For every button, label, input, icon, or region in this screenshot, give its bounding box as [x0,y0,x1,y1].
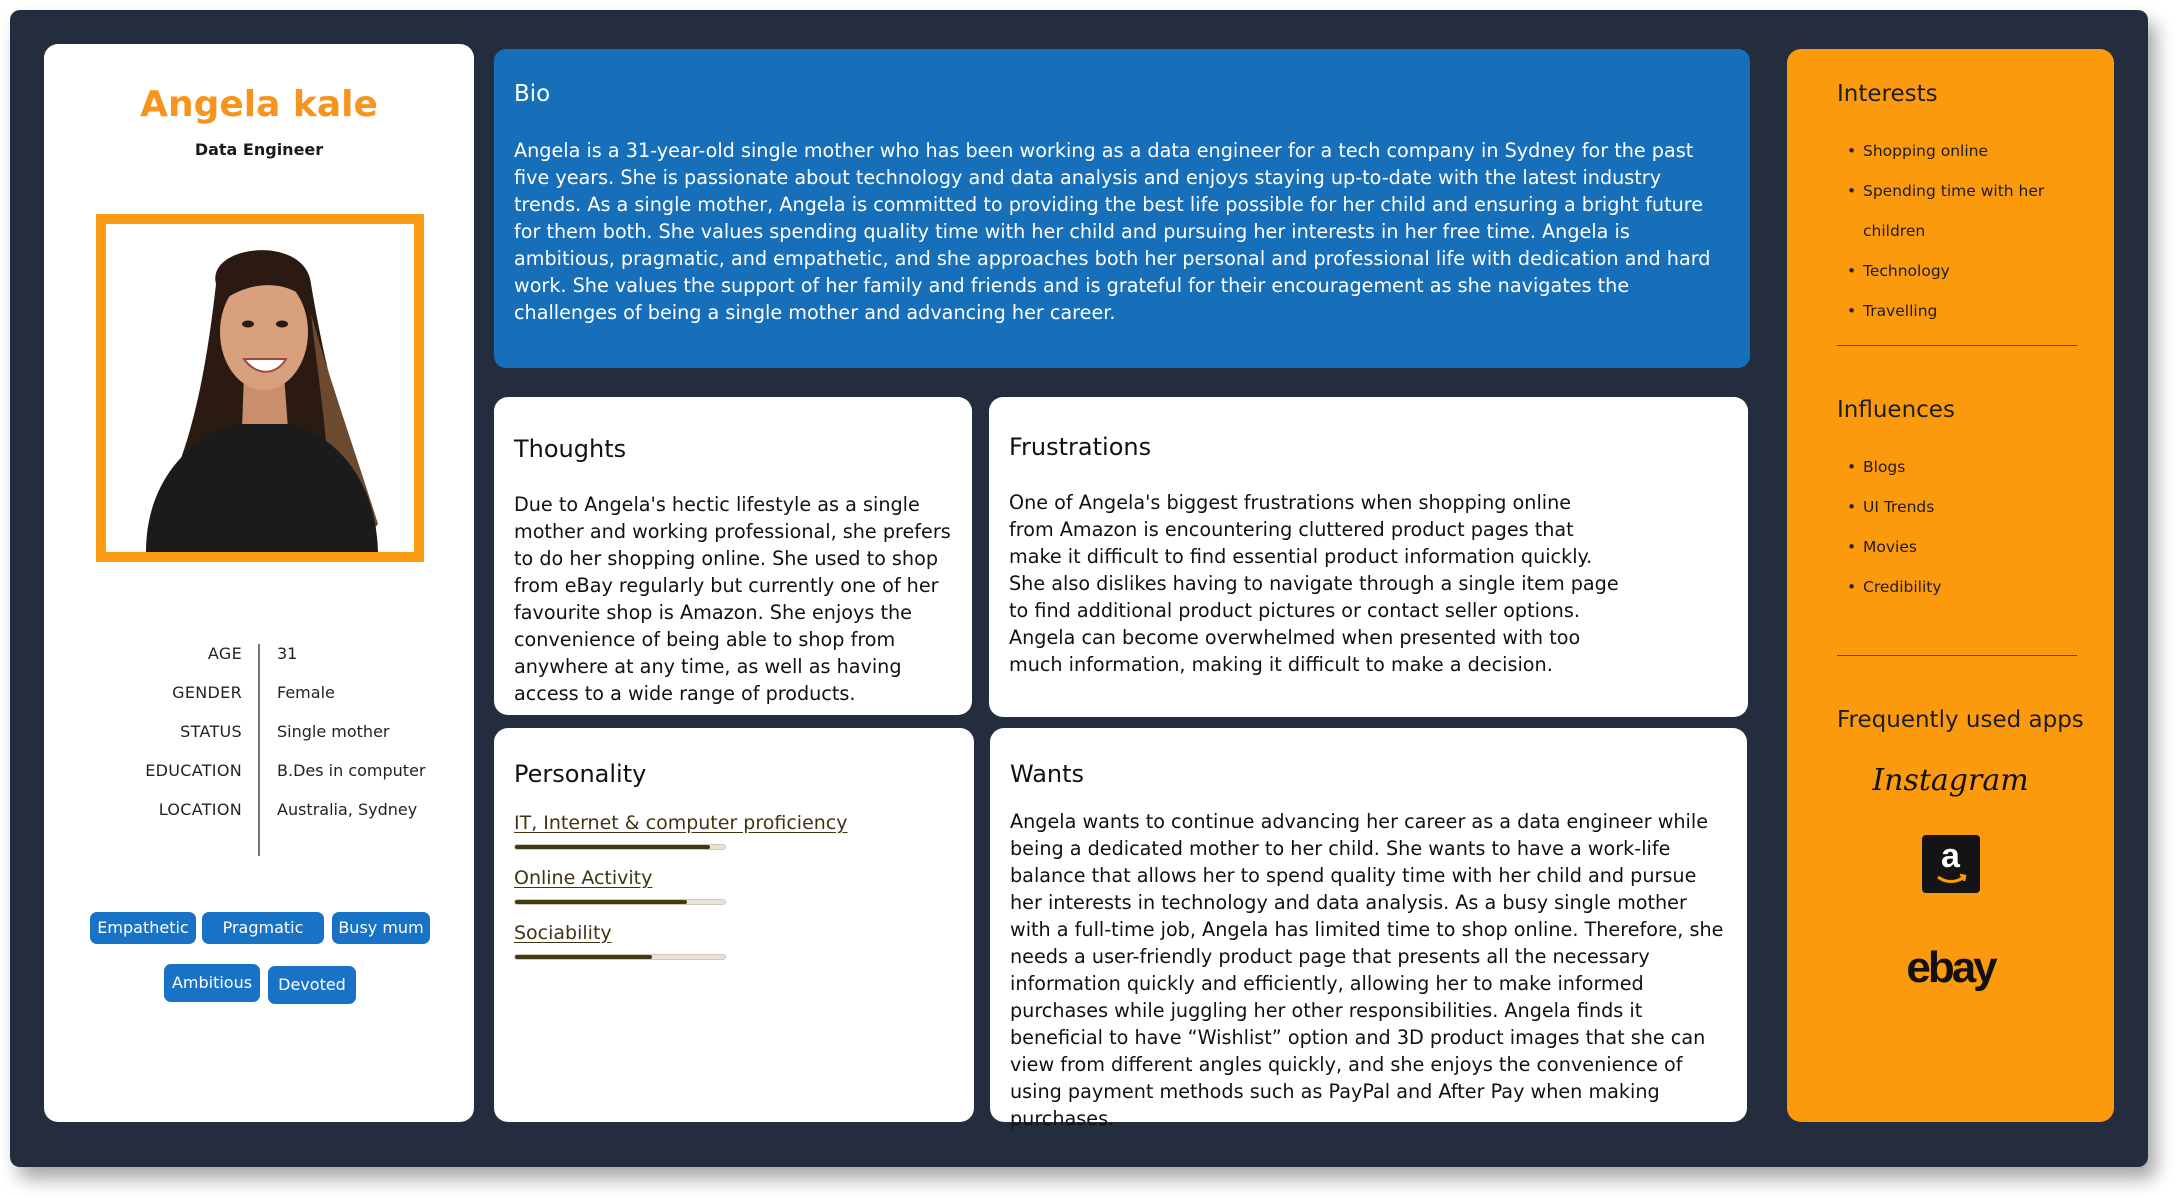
thoughts-title: Thoughts [514,435,627,463]
fact-value: Female [277,683,335,702]
trait-bar-fill [515,900,687,904]
amazon-logo-letter: a [1941,837,1960,875]
instagram-logo-icon: Instagram [1872,763,2029,798]
tag-pragmatic: Pragmatic [202,912,324,944]
fact-row-gender [44,683,474,713]
thoughts-text: Due to Angela's hectic lifestyle as a single mother and working professional, she prefers to do her shopping online. She used to shop from eBay regularly but currently one of her favourite shop is Amazon. She enjoys the convenience of being able to shop from anywhere at any time, as well as having access to a wide range of products. [514,493,951,705]
fact-key: LOCATION [158,800,242,819]
fact-key: AGE [207,644,242,663]
persona-facts [44,644,474,864]
fact-value: Single mother [277,722,390,741]
fact-value: B.Des in computer [277,761,426,780]
frustrations-section [989,397,1748,717]
fact-key: GENDER [172,683,242,702]
list-item: • UI Trends [1847,487,2067,527]
trait-label: Online Activity [514,867,653,889]
trait-bar-fill [515,845,710,849]
list-item: • Technology [1847,251,2067,291]
fact-row-location [44,800,474,830]
wants-text: Angela wants to continue advancing her career as a data engineer while being a dedicated mother to her child. She wants to have a work-life balance that allows her to spend quality time with her child and pursue her interests in technology and data analysis. As a busy single mother with a full-time job, Angela has limited time to shop online. Therefore, she needs a user-friendly product page that presents all the necessary information quickly and efficiently, allowing her to make informed purchases while juggling her other responsibilities. Angela finds it beneficial to have “Wishlist” option and 3D product images that she can view from different angles quickly, and she enjoys the convenience of using payment methods such as PayPal and After Pay when making purchases. [1010,810,1724,1130]
apps-title: Frequently used apps [1837,707,2084,733]
frustrations-title: Frustrations [1009,433,1152,461]
wants-title: Wants [1010,760,1085,788]
trait-bar [514,844,726,850]
amazon-logo-icon [1787,835,2114,897]
fact-key: EDUCATION [145,761,242,780]
fact-row-age [44,644,474,674]
persona-role: Data Engineer [194,140,324,159]
personality-section [494,728,974,1122]
list-item: • Credibility [1847,567,2067,607]
persona-photo [96,214,424,562]
influences-list [1847,447,2067,607]
trait-bar [514,899,726,905]
tag-devoted: Devoted [268,966,356,1004]
trait-label: Sociability [514,922,612,944]
bio-section [494,49,1750,368]
trait-label: IT, Internet & computer proficiency [514,812,848,834]
ebay-logo-icon: ebay [1906,943,1995,992]
list-item: • Spending time with her children [1847,171,2067,251]
tag-empathetic: Empathetic [90,912,196,944]
list-item: • Movies [1847,527,2067,567]
list-item: • Blogs [1847,447,2067,487]
personality-title: Personality [514,760,647,788]
thoughts-section [494,397,972,715]
divider [1837,655,2077,656]
list-item: • Travelling [1847,291,2067,331]
portrait-image [106,224,414,552]
fact-value: 31 [277,644,298,663]
side-panel [1787,49,2114,1122]
list-item: • Shopping online [1847,131,2067,171]
fact-value: Australia, Sydney [277,800,418,819]
fact-row-status [44,722,474,752]
trait-bar [514,954,726,960]
tag-ambitious: Ambitious [164,964,260,1002]
fact-key: STATUS [180,722,242,741]
bio-text: Angela is a 31-year-old single mother who has been working as a data engineer for a tech company in Sydney for the past five years. She is passionate about technology and data analysis and enjoys staying up-to-date with the latest industry trends. As a single mother, Angela is committed to providing the best life possible for her child and ensuring a bright future for them both. She values spending quality time with her child and pursuing her interests in her free time. Angela is ambitious, pragmatic, and empathetic, and she approaches both her personal and professional life with dedication and hard work. She values the support of her family and friends and is grateful for their encouragement as she navigates the challenges of being a single mother and advancing her career. [514,139,1711,324]
persona-name: Angela kale [140,84,378,125]
trait-sociability [514,922,814,944]
interests-title: Interests [1837,81,1938,107]
frustrations-text: One of Angela's biggest frustrations when shopping online from Amazon is encountering cluttered product pages that make it difficult to find essential product information quickly. She also dislikes having to navigate through a single item page to find additional product pictures or contact seller options. Angela can become overwhelmed when presented with too much information, making it difficult to make a decision. [1009,491,1619,676]
interests-list [1847,131,2067,331]
fact-row-education [44,761,474,791]
trait-online-activity [514,867,814,889]
trait-it-proficiency [514,812,848,834]
influences-title: Influences [1837,397,1955,423]
wants-section [990,728,1747,1130]
amazon-smile-icon [1922,835,1980,893]
profile-card [44,44,474,1122]
tag-busy-mum: Busy mum [332,912,430,944]
divider [1837,345,2077,346]
bio-title: Bio [514,81,551,107]
trait-bar-fill [515,955,652,959]
